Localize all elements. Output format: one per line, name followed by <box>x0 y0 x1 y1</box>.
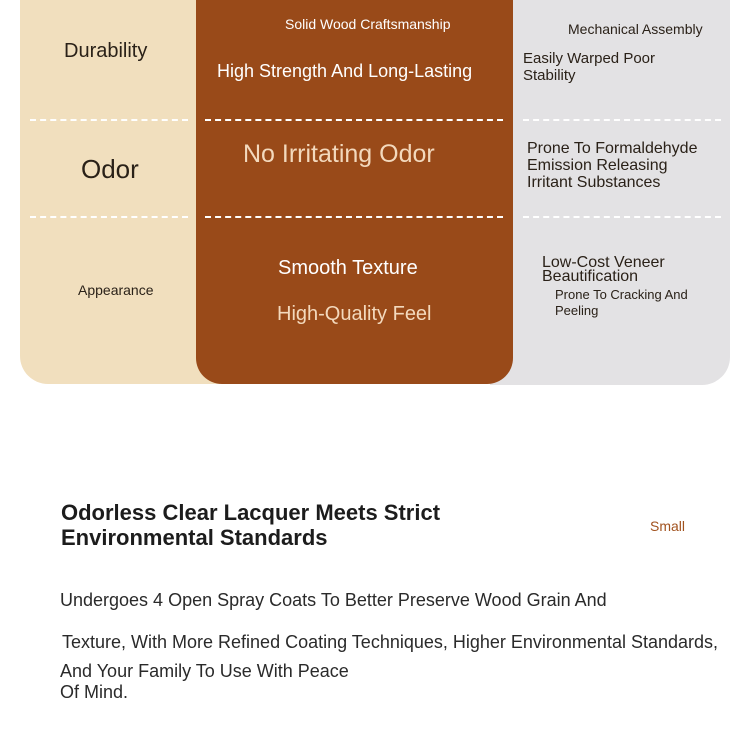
solid-wood-appearance-1: Smooth Texture <box>278 257 418 279</box>
solid-wood-appearance-2: High-Quality Feel <box>277 303 432 325</box>
mechanical-heading: Mechanical Assembly <box>568 21 703 37</box>
section-body-line-1: Undergoes 4 Open Spray Coats To Better Preserve Wood Grain And <box>60 590 607 610</box>
mechanical-durability: Easily Warped Poor Stability <box>523 50 655 84</box>
section-tag: Small <box>650 518 686 534</box>
row-label-durability: Durability <box>64 40 148 62</box>
mechanical-appearance-1: Low-Cost Veneer Beautification <box>542 254 665 285</box>
solid-wood-durability: High Strength And Long-Lasting <box>217 61 473 81</box>
row-divider <box>30 119 188 121</box>
row-divider <box>523 216 721 218</box>
mechanical-odor: Prone To Formaldehyde Emission Releasing Irritant Substances <box>527 140 698 191</box>
row-label-odor: Odor <box>81 154 139 184</box>
solid-wood-odor: No Irritating Odor <box>243 140 435 168</box>
section-title: Odorless Clear Lacquer Meets Strict Environmental Standards <box>61 500 441 550</box>
solid-wood-column <box>196 0 513 384</box>
section-body-line-2: Texture, With More Refined Coating Techniques, Higher Environmental Standards, <box>62 632 719 652</box>
row-divider <box>205 216 503 218</box>
row-divider <box>523 119 721 121</box>
row-divider <box>205 119 503 121</box>
mechanical-appearance-2: Prone To Cracking And Peeling <box>555 287 688 318</box>
row-divider <box>30 216 188 218</box>
solid-wood-heading: Solid Wood Craftsmanship <box>285 16 451 32</box>
section-body-line-3: And Your Family To Use With Peace Of Mind. <box>60 661 349 702</box>
row-label-appearance: Appearance <box>78 282 154 298</box>
